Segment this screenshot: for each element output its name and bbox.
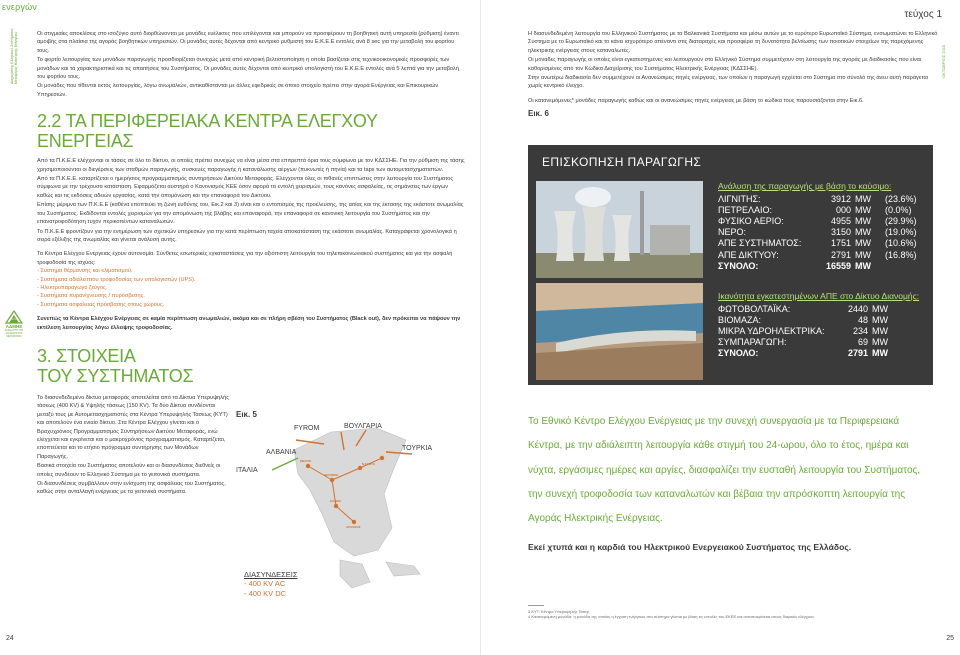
renewables-row bbox=[718, 337, 928, 348]
fuel-value: 2791 bbox=[830, 249, 851, 260]
power-plant-image bbox=[536, 181, 703, 278]
section-2-2-title: 2.2 ΤΑ ΠΕΡΙΦΕΡΕΙΑΚΑ ΚΕΝΤΡΑ ΕΛΕΓΧΟΥ ΕΝΕΡΓΕΙΑΣ bbox=[37, 111, 378, 152]
fuel-share: (0.0%) bbox=[885, 204, 912, 215]
right-paragraph: Οι μονάδες παραγωγής οι οποίες είναι εγκατεστημένες και λειτουργούν στο Ελληνικό Σύστημα συμμετέχουν στη λειτουργία της αγοράς με διαδικασίες που είναι καθορισμένες από τον Κώδικα Διαχείρισης του Συστήματος Ηλεκτρικής Ενέργειας (ΚΔΣΣΗΕ). bbox=[528, 57, 922, 72]
footnote: 4 Κατανεμόμενη μονάδα: η μονάδα της οποίας η έγχυση ενέργειας στο σύστημα γίνεται με βάση τις εντολές του ΕΚΕΕ και ανταποκρίνεται στους διαρκείς ελέγχους. bbox=[528, 614, 816, 620]
country-label-turkey: ΤΟΥΡΚΙΑ bbox=[402, 445, 432, 452]
page-number-left: 24 bbox=[6, 635, 14, 642]
installed-renewables bbox=[718, 291, 928, 359]
fuel-unit: MW bbox=[855, 227, 871, 238]
source-value: 234 bbox=[852, 325, 868, 336]
source-unit: MW bbox=[872, 337, 888, 348]
source-name: ΜΙΚΡΑ ΥΔΡΟΗΛΕΚΤΡΙΚΑ: bbox=[718, 325, 825, 336]
country-label-fyrom: FYROM bbox=[294, 425, 320, 432]
footnote: 3 ΚΥΤ: Κέντρο Υπερυψηλής Τάσης bbox=[528, 609, 590, 614]
left-sidebar bbox=[0, 0, 38, 655]
fuel-value: 4955 bbox=[830, 215, 851, 226]
page-number-right: 25 bbox=[946, 635, 954, 642]
source-name: ΦΩΤΟΒΟΛΤΑΪΚΑ: bbox=[718, 303, 791, 314]
legend-item-ac: - 400 KV AC bbox=[244, 579, 286, 588]
sidebar-vertical-text: Διαχειριστής Ελληνικού Συστήματος Μεταφοράς Ηλεκτρικής Ενέργειας bbox=[10, 28, 18, 84]
section-paragraph: Το Π.Κ.Ε.Ε φροντίζουν για την ενημέρωση των σχετικών υπηρεσιών για την κατά περίπτωση ταχεία αποκατάσταση της εκάστοτε ανωμαλίας. Καταγράφεται χρονολογικά η σειρά εξέλιξης της ανωμαλίας και γίνεται ανάλυση αυτής. bbox=[37, 228, 457, 243]
fuel-value: 3912 bbox=[830, 193, 851, 204]
section-3-title: 3. ΣΤΟΙΧΕΙΑ bbox=[37, 345, 136, 366]
closing-statement: Εκεί χτυπά και η καρδιά του Ηλεκτρικού Ενεργειακού Συστήματος της Ελλάδος. bbox=[528, 542, 852, 552]
fuel-name: ΑΠΕ ΔΙΚΤΥΟΥ: bbox=[718, 249, 779, 260]
source-name: ΣΥΜΠΑΡΑΓΩΓΗ: bbox=[718, 337, 787, 348]
production-row bbox=[718, 249, 928, 260]
city-label: Ν.ΣΑΝΤΑ bbox=[362, 462, 375, 466]
source-unit: MW bbox=[872, 325, 888, 336]
right-paragraph: Η διασυνδεδεμένη λειτουργία του Ελληνικού Συστήματος με τα Βαλκανικά Συστήματα και μέσω αυτών με το ευρύτερο Ευρωπαϊκό Σύστημα, ενσωματώνει το Ελληνικό Σύστημα με το Ευρωπαϊκό και το κάνει ισχυρότερο απέναντι στις διαταραχές και προσφέρει τη δυνατότητα βελτίωσης των ποιοτικών στοιχείων της παρεχόμενης ηλεκτρικής ενέργειας στους καταναλωτές. bbox=[528, 31, 938, 54]
fuel-unit: MW bbox=[855, 193, 871, 204]
intro-paragraph: Οι στιγμιαίες αποκλίσεις στο ισοζύγιο αυτό διορθώνονται με μονάδες ευέλικτες που επιλέγονται και μπορούν να προσφέρουν τη βοηθητική αυτή υπηρεσία (ρύθμιση) έναντι αμοιβής στα πλαίσια της αγοράς βοηθητικών υπηρεσιών. Οι μονάδες αυτές δέχονται από κεντρικό ρυθμιστή του Ε.Κ.Ε.Ε εντολές ανά 8 sec για την μεταβολή του φορτίου τους. bbox=[37, 31, 459, 54]
production-by-fuel bbox=[718, 181, 928, 271]
pull-quote: Το Εθνικό Κέντρο Ελέγχου Ενέργειας με την συνεχή συνεργασία με τα Περιφερειακά Κέντρα, με την αδιάλειπτη λειτουργία κάθε στιγμή του 24-ωρου, όλο το έτος, ημέρα και νύχτα, εργάσιμες ημέρες και αργίες, διασφαλίζει την ευσταθή λειτουργία του Συστήματος, την συνεχή τροφοδοσία των καταναλωτών και βέβαια την απρόσκοπτη λειτουργία της Αγοράς Ηλεκτρικής Ενέργειας. bbox=[528, 416, 921, 525]
source-name: ΒΙΟΜΑΖΑ: bbox=[718, 314, 762, 325]
total-value: 2791 bbox=[847, 348, 868, 359]
renewables-total-row bbox=[718, 348, 928, 359]
city-label: ΜΕΛΙΤΗ bbox=[300, 459, 312, 463]
issue-label: τεύχος 1 bbox=[904, 9, 942, 20]
legend-title: ΔΙΑΣΥΝΔΕΣΕΙΣ bbox=[244, 570, 298, 579]
source-value: 69 bbox=[857, 337, 868, 348]
legend-item-dc: - 400 KV DC bbox=[244, 588, 287, 598]
intro-paragraph: Οι μονάδες που τίθενται εκτός λειτουργίας, λόγω ανωμαλιών, αντικαθίστανται με άλλες εφεδρικές σε όποιο στοιχείο πρέπει στην αγορά Ενέργειας και Επικουρικών Υπηρεσιών. bbox=[37, 83, 439, 98]
fuel-unit: MW bbox=[855, 204, 871, 215]
city-label: ΚΑΡΔΙΑ bbox=[330, 499, 342, 503]
city-label: ΘΕΣ/ΝΙΚΗ bbox=[324, 473, 339, 477]
fuel-value: 1751 bbox=[830, 238, 851, 249]
production-row bbox=[718, 227, 928, 238]
admie-logo-icon bbox=[4, 310, 24, 324]
dam-image bbox=[536, 283, 703, 380]
renewables-row bbox=[718, 303, 928, 314]
emphasis-paragraph: Συνεπώς τα Κέντρα Ελέγχου Ενέργειας σε καμία περίπτωση ανωμαλιών, ακόμα και σε πλήρη σβέση του Συστήματος (Black out), δεν πρόκειται να πάψουν την εκτέλεση λειτουργίας λόγω έλλειψης τροφοδοσίας. bbox=[37, 316, 461, 331]
list-item: - Συστήματα αδιάλειπτου τροφοδοσίας των υπολογιστών (UPS). bbox=[37, 276, 196, 283]
production-row bbox=[718, 238, 928, 249]
total-label: ΣΥΝΟΛΟ: bbox=[718, 348, 759, 359]
country-label-italy: ΙΤΑΛΙΑ bbox=[236, 467, 258, 474]
fuel-unit: MW bbox=[855, 249, 871, 260]
renewables-row bbox=[718, 314, 928, 325]
section-3-text bbox=[37, 394, 229, 497]
fuel-share: (19.0%) bbox=[885, 227, 917, 238]
total-value: 16559 bbox=[825, 260, 851, 271]
dam-photo bbox=[536, 283, 703, 380]
total-unit: MW bbox=[872, 348, 888, 359]
footnotes bbox=[528, 609, 928, 619]
source-unit: MW bbox=[872, 314, 888, 325]
list-item: - Συστήματα ασφάλειας πρόσβασης στους χώρους. bbox=[37, 301, 165, 308]
city-label: ΑΡΑΧΘΟΣ bbox=[346, 525, 361, 529]
production-overview-card bbox=[528, 145, 933, 385]
fuel-share: (23.6%) bbox=[885, 193, 917, 204]
total-unit: MW bbox=[855, 260, 871, 271]
fuel-share: (16.8%) bbox=[885, 249, 917, 260]
section-3-title-line-2: ΤΟΥ ΣΥΣΤΗΜΑΤΟΣ bbox=[37, 365, 194, 386]
figure-label: Εικ. 5 bbox=[236, 410, 257, 419]
map-legend bbox=[244, 570, 318, 598]
logo-subtext: ΑΝΕΞΑΡΤΗΤΟΣ ΔΙΑΧΕΙΡΙΣΤΗΣ ΜΕΤΑΦΟΡΑΣ bbox=[4, 329, 24, 338]
fuel-name: ΦΥΣΙΚΟ ΑΕΡΙΟ: bbox=[718, 215, 784, 226]
section-paragraph: Τα Κέντρα Ελέγχου Ενέργειας έχουν αυτονομία. Σύνθετες εσωτερικές εγκαταστάσεις για την αξιόπιστη λειτουργία του τηλεπικοινωνιακού συστήματος και για την ασφαλή τροφοδοσία της ισχύος: bbox=[37, 251, 453, 266]
fuel-share: (29.9%) bbox=[885, 215, 917, 226]
admie-logo bbox=[4, 310, 24, 338]
figure-label: Εικ. 6 bbox=[528, 109, 549, 119]
list-item: - Ηλεκτροπαραγωγό ζεύγος. bbox=[37, 284, 108, 291]
right-paragraph: Στην ανωτέρω διαδικασία δεν συμμετέχουν οι Ανανεώσιμες πηγές ενέργειας, των οποίων η παραγωγή εγχέεται στο Σύστημα στο σύνολό της άνευ αυτή παράγεται χωρίς κεντρικό έλεγχο. bbox=[528, 75, 928, 90]
power-plant-photo bbox=[536, 181, 703, 278]
country-label-bulgaria: ΒΟΥΛΓΑΡΙΑ bbox=[344, 423, 382, 430]
section-paragraph: Από τα Π.Κ.Ε.Ε. καταρτίζεται ο ημερήσιος προγραμματισμός συντηρήσεων Δικτύου Μεταφοράς. Ελέγχονται όλες οι πιθανές επιπτώσεις στην λειτουργία του Συστήματος σύμφωνα με την τρέχουσα κατάσταση. Εφαρμόζεται αυστηρά ο Κανονισμός ΚΕΕ όσον αφορά τα εντολή χειρισμών, τους κανόνες ασφαλείας, τις σημάνσεις των έργων καθώς και τις εκδόσεις αδειών εργασίας, κατά την απομόνωση και την επαναφορά του Δικτύου. bbox=[37, 176, 454, 199]
section-paragraph: Από τα Π.Κ.Ε.Ε ελέγχονται οι τάσεις σε όλο το δίκτυο, οι οποίες πρέπει συνεχώς να είναι μέσα στα επιτρεπτά όρια τους σύμφωνα με τον ΚΔΣΣΗΕ. Για την ρύθμιση της τάσης χρησιμοποιούνται οι διεγέρσεις των σταθμών παραγωγής, συσκευές παραγωγής ή κατανάλωσης αέργων (πυκνωτές ή πηνία) και τα taps των αυτομετασχηματιστών. bbox=[37, 158, 465, 173]
intro-paragraph: Το φορτίο λειτουργίας των μονάδων παραγωγής προσδιορίζεται συνεχώς μετά από κεντρική βελτιστοποίηση η οποία βασίζεται στις τεχνικοοικονομικές προσφορές των μονάδων και τα χαρακτηριστικά και τις απαιτήσεις του Συστήματος. Οι μονάδες αυτές δέχονται από κεντρικό υπολογιστή του Ε.Κ.Ε.Ε εντολές ανά 5 λεπτά για την μεταβολή του φορτίου τους. bbox=[37, 57, 459, 81]
production-row bbox=[718, 215, 928, 226]
country-label-albania: ΑΛΒΑΝΙΑ bbox=[266, 449, 297, 456]
footnote-divider bbox=[528, 605, 544, 606]
total-label: ΣΥΝΟΛΟ: bbox=[718, 260, 759, 271]
fuel-name: ΠΕΤΡΕΛΑΙΟ: bbox=[718, 204, 773, 215]
fuel-value: 000 bbox=[835, 204, 851, 215]
list-item: - Σύστημα θέρμανσης και κλιματισμού. bbox=[37, 268, 133, 275]
card-title: ΕΠΙΣΚΟΠΗΣΗ ΠΑΡΑΓΩΓΗΣ bbox=[542, 155, 702, 169]
source-value: 48 bbox=[857, 314, 868, 325]
list-item: - Συστήματα πυρανίχνευσης / πυρόσβεσης. bbox=[37, 293, 145, 300]
fuel-value: 3150 bbox=[830, 227, 851, 238]
brand-title: ενεργών bbox=[2, 2, 38, 12]
production-row bbox=[718, 204, 928, 215]
renewables-row bbox=[718, 325, 928, 336]
fuel-share: (10.6%) bbox=[885, 238, 917, 249]
right-page-content bbox=[528, 10, 938, 118]
section-paragraph: Επίσης μέριμνα των Π.Κ.Ε.Ε (καθένα εποπτεύει τη ζώνη ευθύνης του, Εικ.2 και 3) είναι και ο εντοπισμός της προέλευσης, της αιτίας και της έκτασης της εκάστοτε ανωμαλίας του Συστήματος. Εκδίδονται εντολές χειρισμών για την απομόνωση της βλάβης και επαναφορά, την επαναφορά σε κανονική λειτουργία του Συστήματος και την επανατροφοδότηση τυχόν περικοπέντων καταναλωτών. bbox=[37, 202, 464, 226]
section-paragraph: Το διασυνδεδεμένο δίκτυο μεταφοράς αποτελείται από τα Δίκτυα Υπερυψηλής τάσεως (400 KV) & Υψηλής τάσεως (150 KV). Τα δύο Δίκτυα συνδέονται μεταξύ τους με Αυτομετασχηματιστές στα Κέντρα Υπερυψηλής Τάσεως (ΚΥΤ) και αποτελούν ένα ενιαίο δίκτυο. Στα Κέντρα Ελέγχου γίνεται και ο Βραχυχρόνιος Προγραμματισμός Συντηρήσεων Δικτύου Μεταφοράς, ενώ ελέγχεται και εγκρίνεται και ο μακροχρόνιος προγραμματισμός. Καταρτίζεται, εποπτεύεται και το ετήσιο πρόγραμμα συντήρησης των Μονάδων Παραγωγής. bbox=[37, 394, 229, 460]
vertical-date: ΟΚΤΩΒΡΙΟΣ 2015 bbox=[941, 44, 946, 78]
logo-text: ΑΔΜΗΕ bbox=[5, 324, 23, 329]
fuel-name: ΑΠΕ ΣΥΣΤΗΜΑΤΟΣ: bbox=[718, 238, 802, 249]
production-total-row bbox=[718, 260, 928, 271]
source-value: 2440 bbox=[847, 303, 868, 314]
fuel-name: ΝΕΡΟ: bbox=[718, 227, 747, 238]
page-gutter bbox=[480, 0, 481, 655]
renewables-section-title: Ικανότητα εγκατεστημένων ΑΠΕ στο Δίκτυο Διανομής: bbox=[718, 291, 920, 301]
section-paragraph: Βασικά στοιχεία του Συστήματος αποτελούν και οι διασυνδέσεις διεθνείς οι οποίες συνδέουν το Ελληνικό Σύστημα με το γειτονικά συστήματα. bbox=[37, 463, 221, 478]
production-row bbox=[718, 193, 928, 204]
fuel-name: ΛΙΓΝΙΤΗΣ: bbox=[718, 193, 761, 204]
section-paragraph: Οι διασυνδέσεις συμβάλλουν στην ενίσχυση της ασφάλειας του Συστήματος, καθώς στην ανταλλαγή ενέργειας με τα γειτονικά συστήματα. bbox=[37, 481, 226, 496]
fuel-unit: MW bbox=[855, 215, 871, 226]
right-paragraph: Οι κατανεμόμενες* μονάδες παραγωγής καθώς και οι ανανεώσιμες πηγές ενέργειας με βάση το κώδικα τους παρουσιάζονται στην Εικ.6. bbox=[528, 97, 864, 104]
facilities-list bbox=[37, 267, 465, 309]
production-section-title: Ανάλυση της παραγωγής με βάση το καύσιμο: bbox=[718, 181, 892, 191]
source-unit: MW bbox=[872, 303, 888, 314]
fuel-unit: MW bbox=[855, 238, 871, 249]
